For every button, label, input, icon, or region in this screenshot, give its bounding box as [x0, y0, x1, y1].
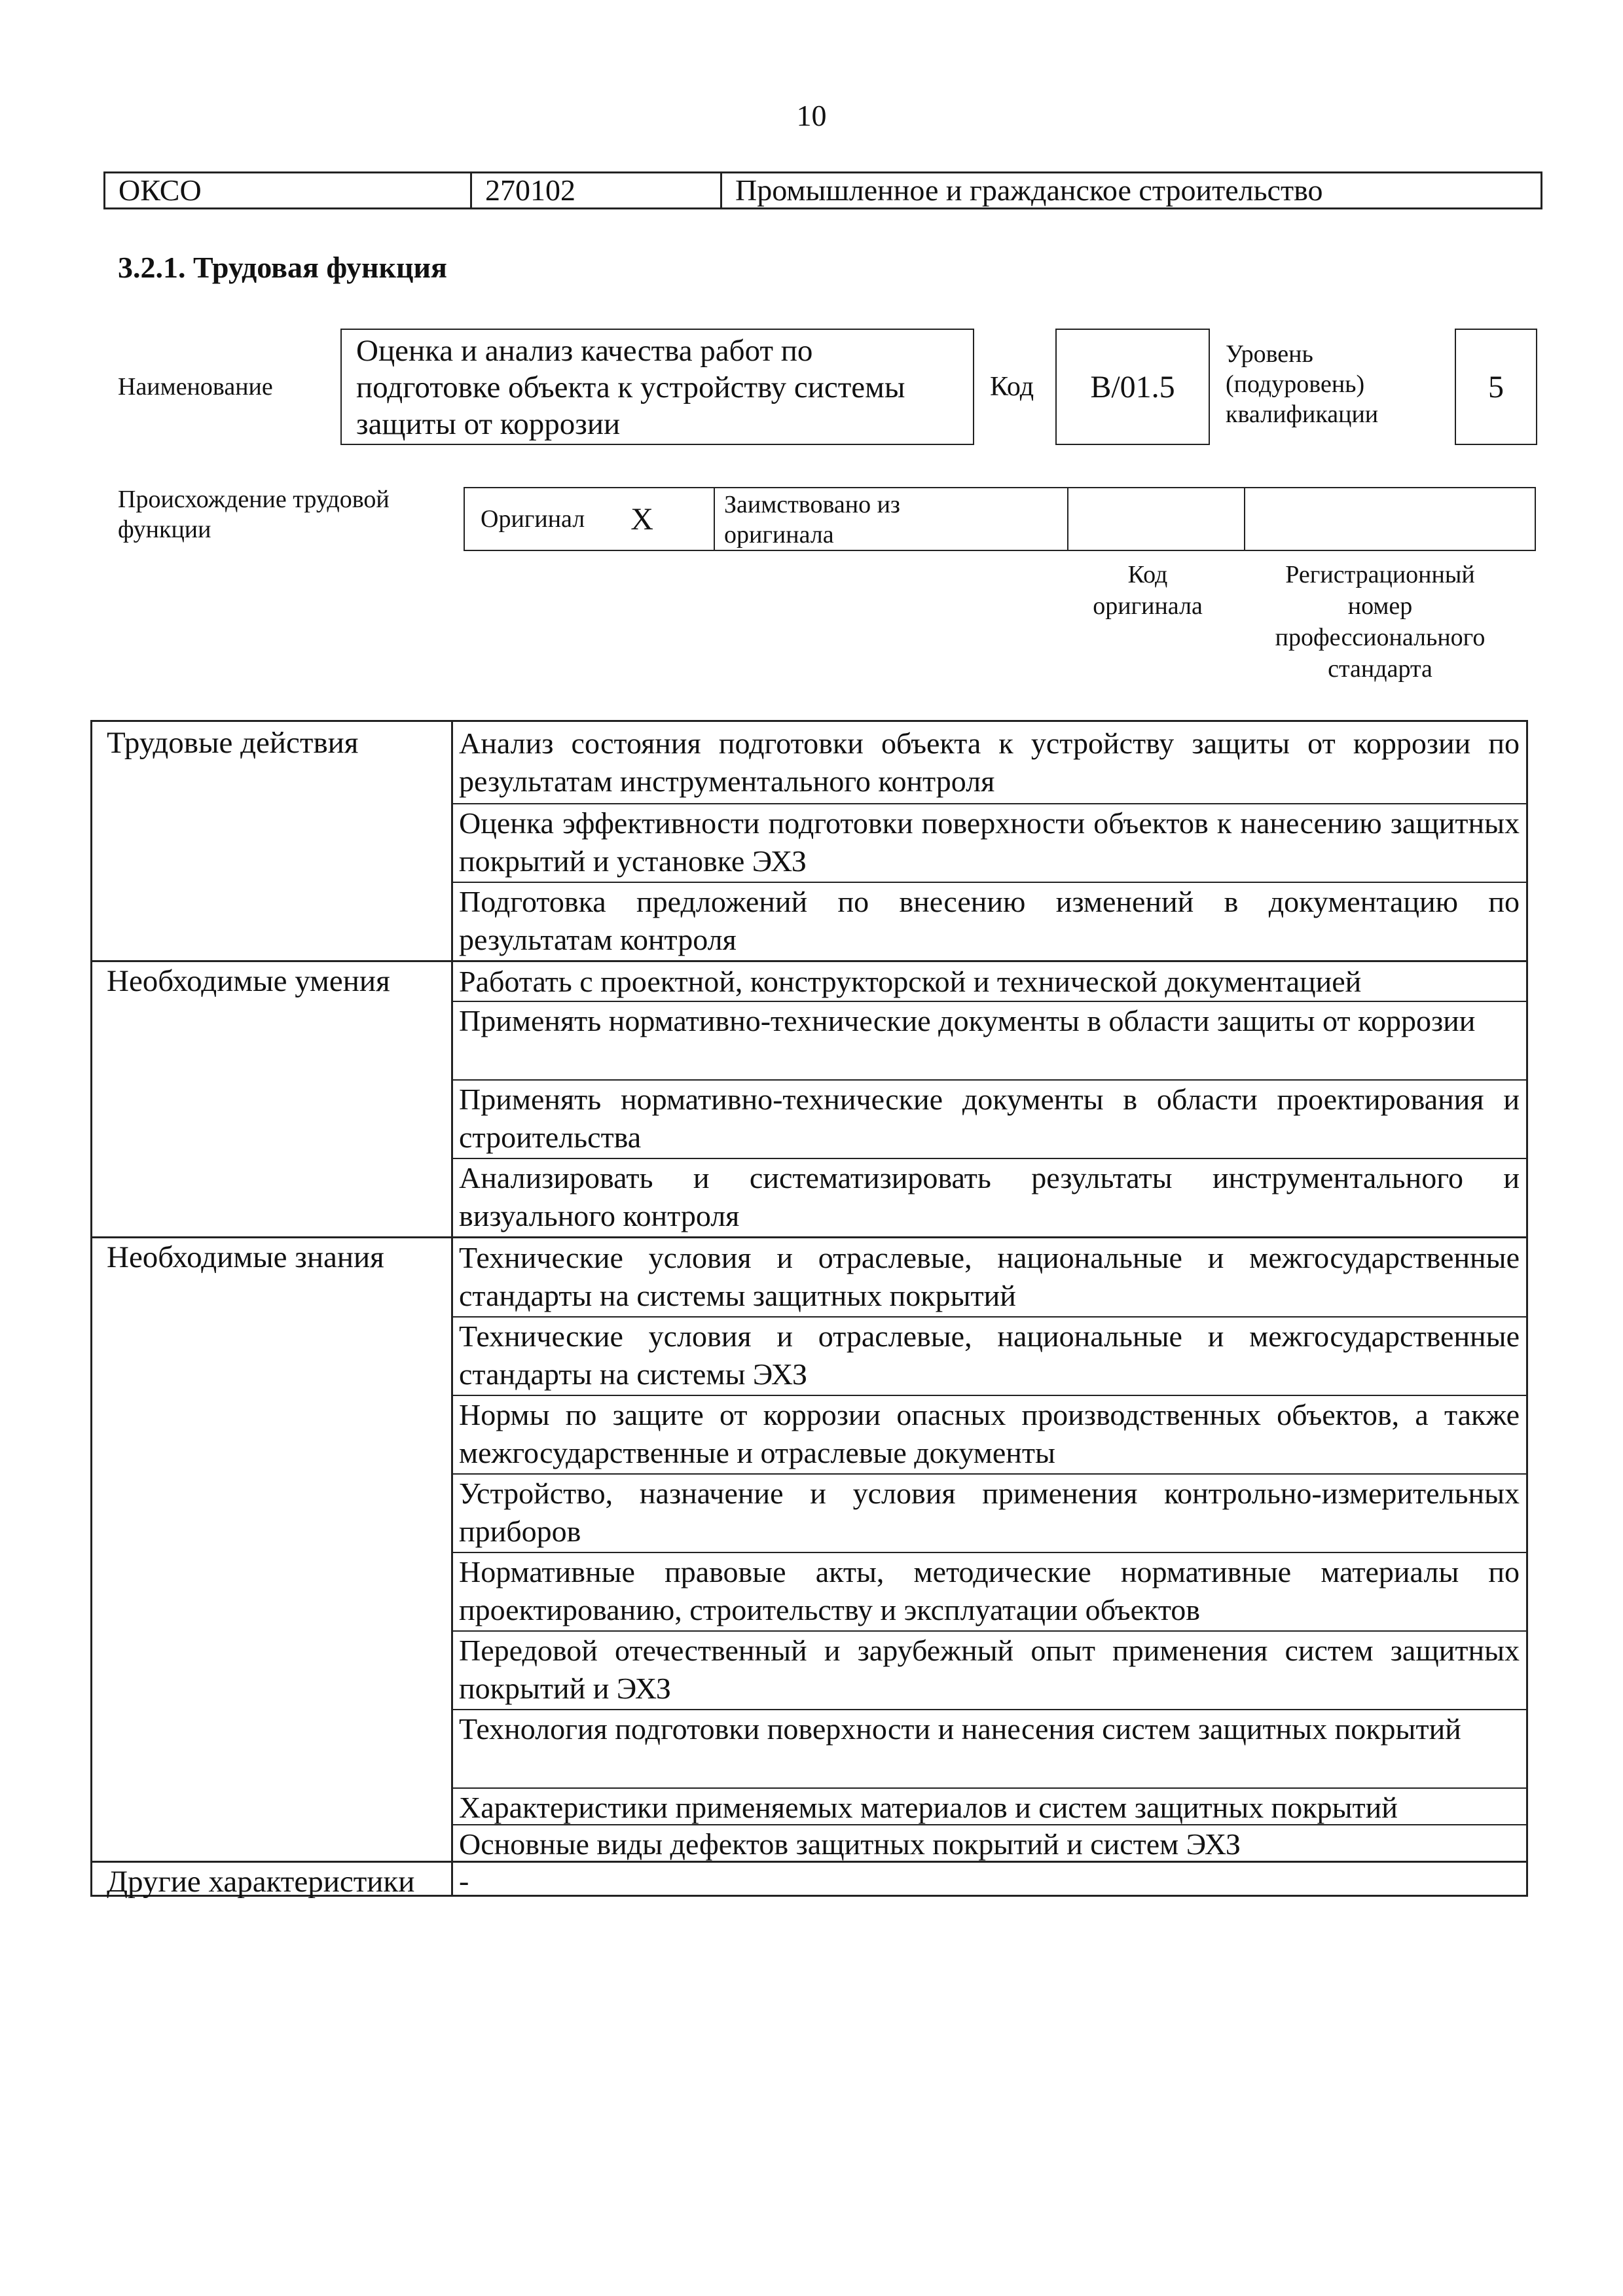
table-row: Основные виды дефектов защитных покрытий и систем ЭХЗ [459, 1827, 1241, 1861]
group-label-skills: Необходимые умения [107, 964, 390, 998]
function-name-line: Оценка и анализ качества работ по [356, 334, 813, 368]
borrowed-cell [715, 488, 1068, 550]
level-label [1226, 339, 1378, 429]
table-row: Нормативные правовые акты, методические нормативные материалы по проектированию, строительству и эксплуатации объектов [459, 1555, 1520, 1626]
reg-number-line: Регистрационный [1285, 561, 1475, 588]
table-row: Технология подготовки поверхности и нанесения систем защитных покрытий [459, 1712, 1461, 1746]
reg-number-line: номер [1347, 592, 1413, 620]
table-row: Устройство, назначение и условия применения контрольно-измерительных приборов [459, 1477, 1520, 1548]
name-label: Наименование [118, 373, 273, 401]
table-row: - [459, 1864, 469, 1897]
okso-name: Промышленное и гражданское строительство [735, 173, 1323, 207]
original-label: Оригинал [481, 505, 585, 533]
reg-number-caption [1236, 559, 1524, 685]
code-original-caption [1059, 559, 1236, 622]
table-row: Технические условия и отраслевые, национальные и межгосударственные стандарты на системы защитных покрытий [459, 1241, 1520, 1312]
origin-label [118, 484, 390, 545]
code-original-line: Код [1127, 561, 1168, 588]
reg-number-line: стандарта [1328, 655, 1432, 683]
original-cell [465, 488, 715, 550]
table-row: Подготовка предложений по внесению изменений в документацию по результатам контроля [459, 885, 1520, 956]
origin-label-line: функции [118, 516, 211, 543]
okso-code: 270102 [472, 173, 722, 207]
table-row: Передовой отечественный и зарубежный опыт применения систем защитных покрытий и ЭХЗ [459, 1634, 1520, 1705]
table-column-divider [451, 722, 453, 1895]
section-title: 3.2.1. Трудовая функция [118, 251, 447, 284]
origin-label-line: Происхождение трудовой [118, 486, 390, 513]
origin-row [464, 487, 1536, 551]
table-row: Нормы по защите от коррозии опасных производственных объектов, а также межгосударственные и отраслевые документы [459, 1398, 1520, 1469]
borrowed-line: оригинала [724, 521, 834, 548]
function-name-line: защиты от коррозии [356, 407, 621, 441]
reg-number-line: профессионального [1275, 624, 1486, 651]
table-row: Применять нормативно-технические документы в области проектирования и строительства [459, 1083, 1520, 1154]
reg-number-cell [1245, 488, 1535, 550]
code-value: В/01.5 [1055, 329, 1210, 445]
competency-table [90, 720, 1528, 1897]
code-label: Код [990, 372, 1034, 402]
original-code-cell [1068, 488, 1245, 550]
function-name-box [340, 329, 974, 445]
page-number: 10 [796, 99, 827, 132]
group-label-knowledge: Необходимые знания [107, 1240, 384, 1274]
original-mark: X [630, 501, 653, 537]
code-original-line: оригинала [1093, 592, 1203, 620]
okso-label: ОКСО [105, 173, 472, 207]
level-label-line: (подуровень) [1226, 370, 1365, 398]
table-row: Оценка эффективности подготовки поверхности объектов к нанесению защитных покрытий и установке ЭХЗ [459, 806, 1520, 878]
okso-row [103, 171, 1542, 209]
level-value: 5 [1455, 329, 1537, 445]
group-label-other: Другие характеристики [107, 1865, 415, 1899]
table-row: Работать с проектной, конструкторской и технической документацией [459, 965, 1362, 998]
function-name-line: подготовке объекта к устройству системы [356, 370, 905, 404]
level-label-line: квалификации [1226, 401, 1379, 428]
group-label-labor-actions: Трудовые действия [107, 726, 359, 760]
level-label-line: Уровень [1226, 340, 1313, 368]
table-row: Технические условия и отраслевые, национальные и межгосударственные стандарты на системы ЭХЗ [459, 1319, 1520, 1391]
borrowed-line: Заимствовано из [724, 491, 900, 518]
table-row: Характеристики применяемых материалов и систем защитных покрытий [459, 1791, 1398, 1824]
table-row: Применять нормативно-технические документы в области защиты от коррозии [459, 1004, 1476, 1037]
table-row: Анализ состояния подготовки объекта к устройству защиты от коррозии по результатам инструментального контроля [459, 726, 1520, 798]
table-row: Анализировать и систематизировать результаты инструментального и визуального контроля [459, 1161, 1520, 1232]
